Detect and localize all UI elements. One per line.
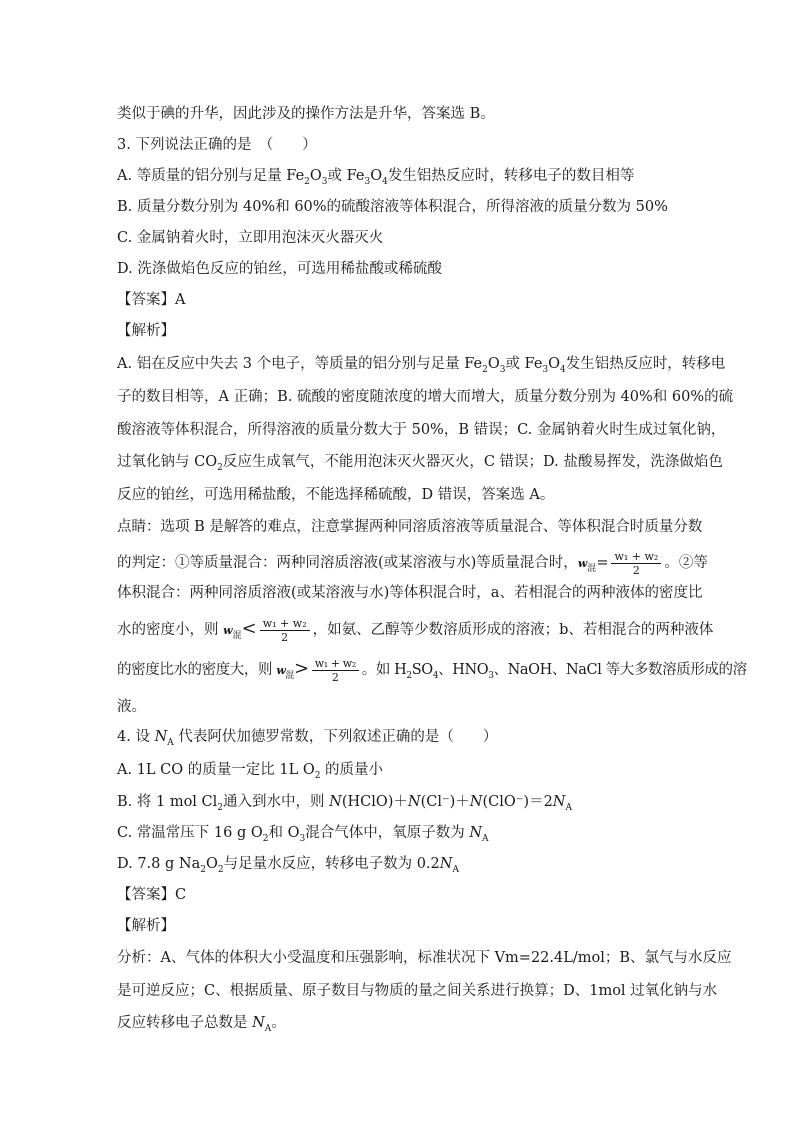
text: A. 等质量的铝分别与足量 Fe: [117, 168, 305, 184]
text: A. 1L CO 的质量一定比 1L O: [117, 762, 315, 778]
text: (HClO)＋: [341, 794, 408, 810]
text: 。如 H: [361, 662, 407, 678]
analysis-line: [117, 452, 723, 472]
text: 。②等: [664, 555, 708, 571]
text: 是可逆反应；C、根据质量、原子数目与物质的量之间关系进行换算；D、1mol 过氧化钠与水: [117, 983, 718, 999]
text: (Cl⁻)＋: [420, 794, 470, 810]
text: 、HNO: [438, 662, 489, 678]
subscript: 2: [314, 770, 321, 781]
text: N: [439, 856, 453, 872]
fraction-denominator: 2: [632, 563, 640, 577]
text: N: [407, 794, 421, 810]
analysis-line: [117, 387, 733, 407]
text: 。: [271, 1015, 286, 1031]
text: N: [552, 794, 566, 810]
subscript: 3: [299, 833, 306, 844]
na-symbol: N: [154, 729, 168, 745]
subscript: 4: [432, 670, 439, 681]
subscript: 2: [217, 462, 223, 473]
text: (ClO⁻)＝2: [482, 794, 553, 810]
subscript: 2: [304, 176, 310, 187]
text: 反应生成氧气，不能用泡沫灭火器灭火，C 错误；D. 盐酸易挥发，洗涤做焰色: [222, 454, 723, 470]
fraction: [260, 617, 310, 644]
subscript: A: [167, 737, 174, 748]
text: 或 Fe: [327, 168, 365, 184]
text: 的质量小: [320, 762, 384, 778]
text: N: [469, 794, 483, 810]
w-symbol: w: [276, 664, 286, 677]
text: B. 将 1 mol Cl: [117, 794, 218, 810]
analysis-label: [117, 916, 175, 936]
subscript: 混: [285, 670, 294, 681]
answer-label: [117, 290, 185, 310]
subscript: 2: [482, 364, 488, 375]
subscript: 3: [321, 176, 328, 187]
subscript: 2: [217, 802, 224, 813]
text: 过氧化钠与 CO: [117, 454, 218, 470]
text: 反应的铂丝，可选用稀盐酸，不能选择稀硫酸，D 错误，答案选 A。: [117, 487, 555, 503]
analysis-line: [117, 981, 717, 1001]
fraction: [611, 550, 661, 577]
text: B. 质量分数分别为 40%和 60%的硫酸溶液等体积混合，所得溶液的质量分数为 50%: [117, 199, 668, 215]
subscript: 混: [587, 563, 597, 574]
analysis-line: [117, 1013, 286, 1033]
text: 、NaOH、NaCl 等大多数溶质形成的溶: [493, 662, 747, 678]
subscript: A: [452, 864, 459, 875]
option-3b: [117, 197, 668, 217]
text: 通入到水中，则: [223, 794, 330, 810]
text: ，如氨、乙醇等少数溶质形成的溶液；b、若相混合的两种液体: [312, 622, 714, 638]
text: 【答案】C: [117, 887, 187, 903]
question-3-title: [117, 135, 317, 155]
tip-line-with-fraction: [117, 548, 708, 578]
text: 与足量水反应，转移电子数为 0.2: [223, 856, 440, 872]
text: O: [205, 856, 218, 872]
text: 【解析】: [117, 918, 175, 934]
text: 【答案】A: [117, 292, 186, 308]
subscript: 2: [406, 670, 412, 681]
subscript: A: [264, 1023, 272, 1034]
fraction-numerator: w₁ + w₂: [312, 657, 359, 671]
fraction: [312, 657, 359, 684]
subscript: 4: [560, 364, 566, 375]
text: C. 常温常压下 16 g O: [117, 825, 263, 841]
text: 分析：A、气体的体积大小受温度和压强影响，标准状况下 Vm=22.4L/mol；B、氯气与水反应: [117, 950, 732, 966]
text: 子的数目相等，A 正确；B. 硫酸的密度随浓度的增大而增大，质量分数分别为 40%和 60%的硫: [117, 389, 734, 405]
text: D. 洗涤做焰色反应的铂丝，可选用稀盐酸或稀硫酸: [117, 261, 442, 277]
w-symbol: w: [223, 624, 233, 637]
subscript: 3: [542, 364, 549, 375]
text: 的密度比水的密度大，则: [117, 662, 277, 678]
analysis-line: [117, 485, 554, 505]
subscript: 2: [200, 864, 206, 875]
less-than-sign: <: [241, 618, 257, 639]
fraction-denominator: 2: [281, 630, 289, 644]
text: 3. 下列说法正确的是 （ ）: [117, 137, 317, 153]
text: N: [469, 825, 483, 841]
text: N: [329, 794, 342, 810]
fraction-denominator: 2: [331, 670, 339, 684]
option-3a: [117, 166, 634, 186]
text: 代表阿伏加德罗常数，下列叙述正确的是（ ）: [173, 729, 498, 745]
text: 混合气体中，氧原子数为: [305, 825, 470, 841]
analysis-line: [117, 354, 725, 374]
text-line: [117, 104, 495, 124]
subscript: 2: [262, 833, 269, 844]
analysis-label: [117, 321, 175, 341]
text: N: [252, 1015, 265, 1031]
option-4d: [117, 854, 459, 874]
text: 类似于碘的升华，因此涉及的操作方法是升华，答案选 B。: [117, 106, 495, 122]
subscript: 3: [499, 364, 506, 375]
option-4b: [117, 792, 572, 812]
question-4-title: [117, 727, 497, 747]
text: D. 7.8 g Na: [117, 856, 201, 872]
option-4c: [117, 823, 489, 843]
tip-line-with-fraction: [117, 652, 747, 686]
text: 发生铝热反应时，转移电子的数目相等: [387, 168, 635, 184]
text: SO: [411, 662, 433, 678]
text: 点睛：选项 B 是解答的难点，注意掌握两种同溶质溶液等质量混合、等体积混合时质量分数: [117, 519, 703, 535]
analysis-line: [117, 420, 725, 440]
subscript: 混: [232, 630, 242, 641]
tip-line: [117, 583, 702, 603]
subscript: A: [482, 833, 489, 844]
tip-line-with-fraction: [117, 612, 713, 646]
answer-label: [117, 885, 186, 905]
text: 反应转移电子总数是: [117, 1015, 253, 1031]
text: 和 O: [268, 825, 300, 841]
option-3c: [117, 228, 383, 248]
option-3d: [117, 259, 442, 279]
fraction-numerator: w₁ + w₂: [260, 617, 310, 631]
text: O: [548, 356, 561, 372]
tip-line: [117, 697, 146, 717]
option-4a: [117, 760, 383, 780]
text: O: [487, 356, 500, 372]
text: 液。: [117, 699, 146, 715]
fraction-numerator: w₁ + w₂: [611, 550, 661, 564]
text: 或 Fe: [505, 356, 543, 372]
subscript: 4: [382, 176, 388, 187]
subscript: 2: [217, 864, 224, 875]
text: 的判定：①等质量混合：两种同溶质溶液(或某溶液与水)等质量混合时，: [117, 555, 578, 571]
subscript: 3: [488, 670, 494, 681]
text: 体积混合：两种同溶质溶液(或某溶液与水)等体积混合时，a、若相混合的两种液体的密度比: [117, 585, 703, 601]
tip-line: [117, 517, 702, 537]
text: =: [596, 555, 609, 571]
text: 4. 设: [117, 729, 155, 745]
text: 发生铝热反应时，转移电: [565, 356, 726, 372]
subscript: 3: [364, 176, 371, 187]
text: 【解析】: [117, 323, 175, 339]
analysis-line: [117, 948, 732, 968]
text: C. 金属钠着火时，立即用泡沫灭火器灭火: [117, 230, 384, 246]
w-symbol: w: [577, 557, 588, 570]
text: O: [370, 168, 383, 184]
text: O: [309, 168, 322, 184]
text: 水的密度小，则: [117, 622, 224, 638]
text: 酸溶液等体积混合，所得溶液的质量分数大于 50%，B 错误；C. 金属钠着火时生成过氧化钠，: [117, 422, 726, 438]
text: A. 铝在反应中失去 3 个电子，等质量的铝分别与足量 Fe: [117, 356, 483, 372]
greater-than-sign: >: [294, 658, 309, 679]
subscript: A: [565, 802, 572, 813]
